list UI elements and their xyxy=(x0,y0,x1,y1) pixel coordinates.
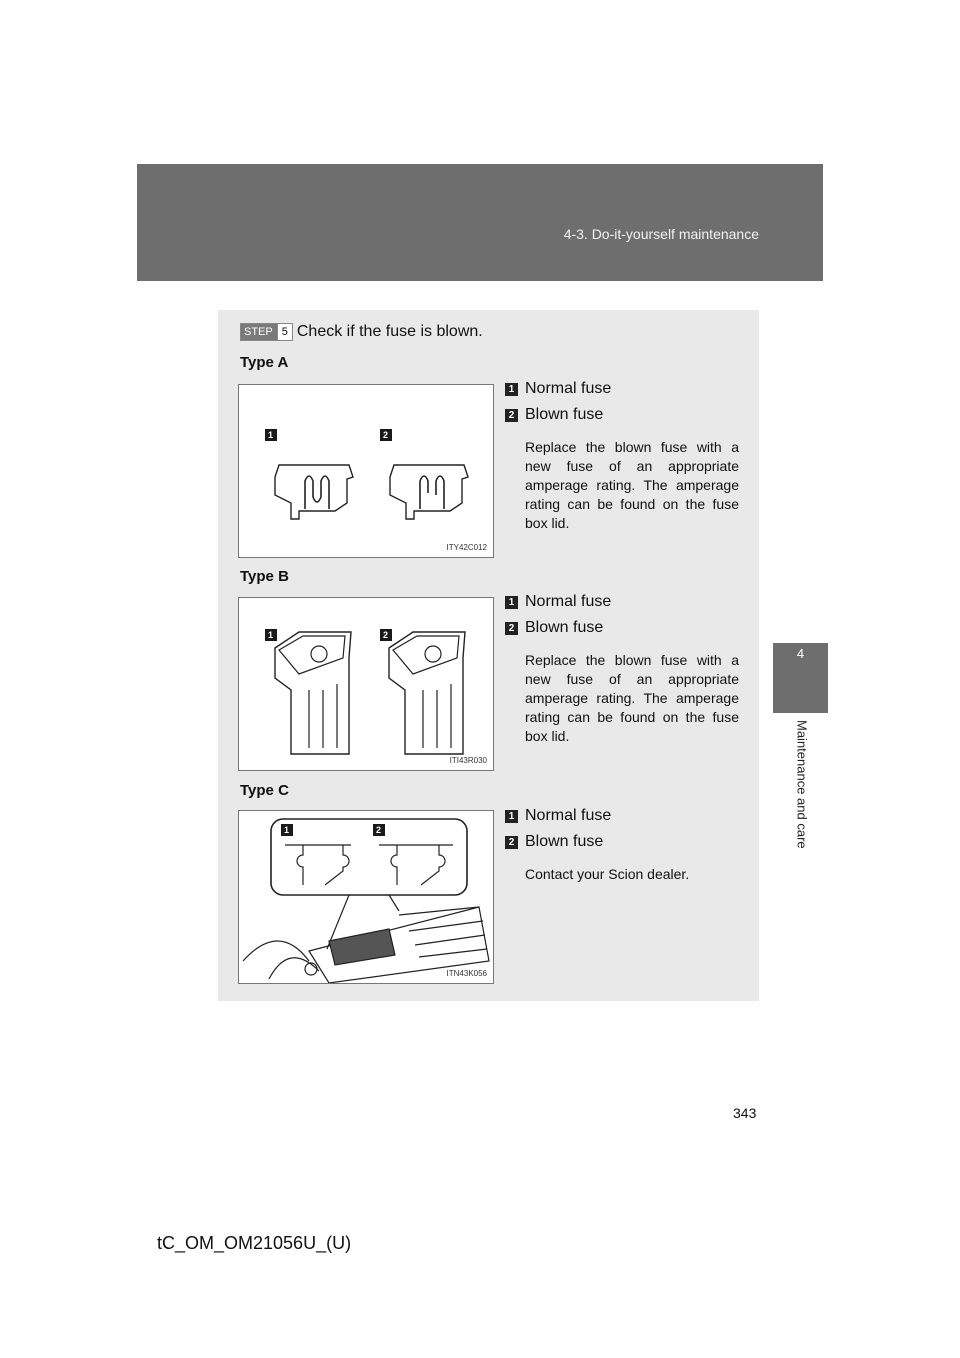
list-item xyxy=(505,402,739,428)
section-title: 4-3. Do-it-yourself maintenance xyxy=(563,226,759,242)
type-a-text xyxy=(505,376,739,533)
number-one-icon: 1 xyxy=(505,596,518,609)
list-item-label: Normal fuse xyxy=(525,380,612,397)
type-b-heading: Type B xyxy=(240,568,289,585)
list-item-label: Blown fuse xyxy=(525,406,604,423)
list-item xyxy=(505,615,739,641)
number-two-icon: 2 xyxy=(505,622,518,635)
chapter-label: Maintenance and care xyxy=(794,720,810,849)
type-b-text xyxy=(505,589,739,746)
page-number: 343 xyxy=(733,1105,757,1121)
number-two-icon: 2 xyxy=(505,836,518,849)
type-a-description: Replace the blown fuse with a new fuse of an appropriate amperage rating. The amperage rating can be found on the fuse box lid. xyxy=(525,439,739,531)
svg-text:1: 1 xyxy=(284,825,290,835)
type-c-figure-code: ITN43K056 xyxy=(446,969,487,978)
step-badge xyxy=(240,323,293,341)
svg-text:2: 2 xyxy=(383,430,389,440)
type-a-figure-code: ITY42C012 xyxy=(446,543,487,552)
number-two-icon: 2 xyxy=(505,409,518,422)
chapter-number: 4 xyxy=(796,646,805,661)
svg-text:2: 2 xyxy=(383,630,389,640)
type-a-figure xyxy=(238,384,494,558)
type-c-heading: Type C xyxy=(240,782,289,799)
list-item xyxy=(505,589,739,615)
number-one-icon: 1 xyxy=(505,810,518,823)
document-code: tC_OM_OM21056U_(U) xyxy=(157,1233,352,1253)
type-b-figure-code: ITI43R030 xyxy=(449,756,487,765)
content-panel xyxy=(218,310,759,1001)
number-one-icon: 1 xyxy=(505,383,518,396)
header-band xyxy=(137,164,823,281)
list-item xyxy=(505,829,739,855)
chapter-tab xyxy=(773,643,828,713)
list-item xyxy=(505,803,739,829)
list-item-label: Normal fuse xyxy=(525,593,612,610)
svg-text:1: 1 xyxy=(268,430,274,440)
svg-text:1: 1 xyxy=(268,630,274,640)
step-badge-label: STEP xyxy=(244,326,273,338)
type-b-figure xyxy=(238,597,494,771)
list-item-label: Blown fuse xyxy=(525,619,604,636)
list-item-label: Blown fuse xyxy=(525,833,604,850)
type-c-figure xyxy=(238,810,494,984)
step-number: 5 xyxy=(277,324,292,340)
type-b-description: Replace the blown fuse with a new fuse of an appropriate amperage rating. The amperage rating can be found on the fuse box lid. xyxy=(525,652,739,744)
list-item xyxy=(505,376,739,402)
step-row xyxy=(240,323,483,341)
type-c-text xyxy=(505,803,739,884)
list-item-label: Normal fuse xyxy=(525,807,612,824)
svg-text:2: 2 xyxy=(376,825,382,835)
type-a-heading: Type A xyxy=(240,354,289,371)
type-c-description: Contact your Scion dealer. xyxy=(525,866,690,882)
step-text: Check if the fuse is blown. xyxy=(296,323,483,340)
